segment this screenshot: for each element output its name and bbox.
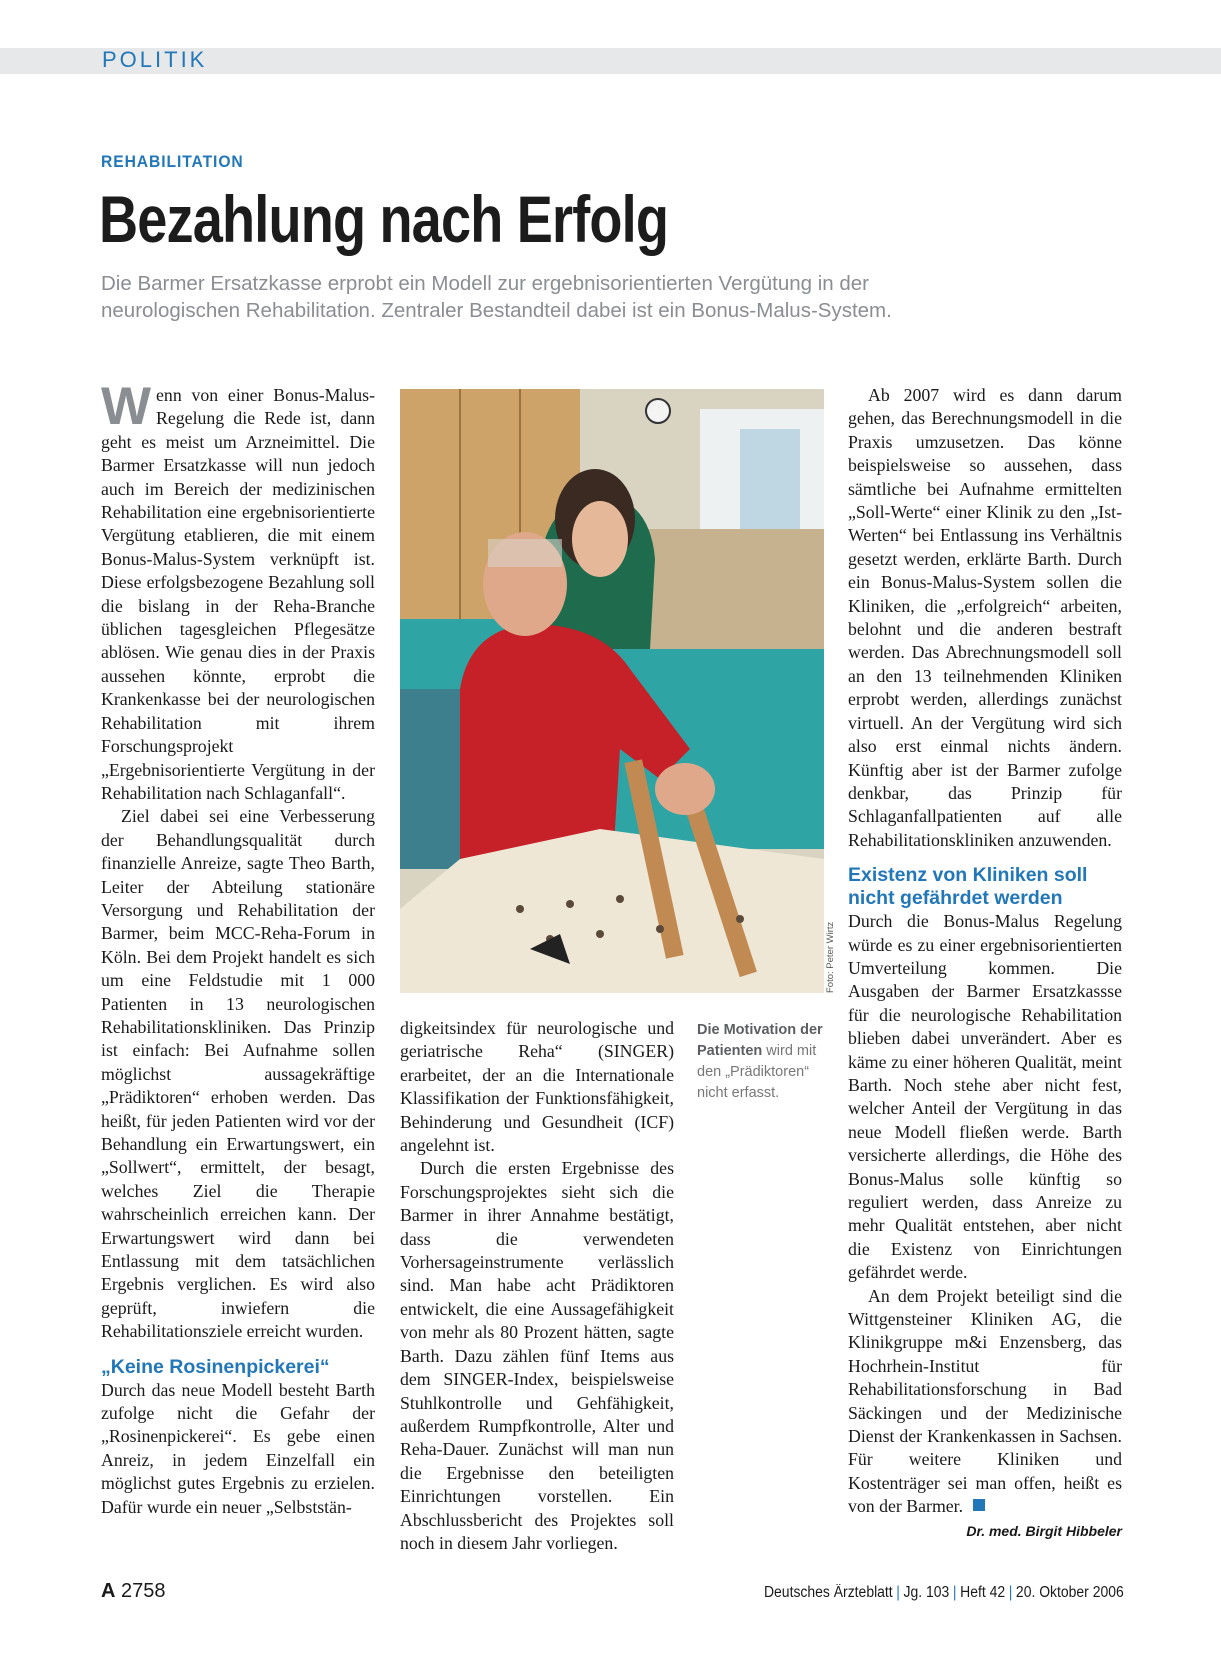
paragraph: Durch die Bonus-Malus Regelung würde es zu einer ergebnisorientierten Umverteilung kommen. Die Ausgaben der Barmer Ersatzkassse für die neurologische Rehabilitation blieben dabei unverändert. Aber es käme zu einer höheren Qualität, meint Barth. Noch stehe aber nicht fest, welcher Anteil der Vergütung in das neue Modell fließen werde. Barth versicherte allerdings, die Höhe des Bonus-Malus solle künftig so reguliert werden, dass Anreize zu mehr Qualität entstehen, aber nicht die Existenz von Einrichtungen gefährdet werde. xyxy=(848,911,1122,1283)
caption-bold: Die Motivation der Patienten xyxy=(697,1022,823,1059)
journal-info xyxy=(764,1584,1124,1602)
page-prefix: A xyxy=(101,1580,116,1602)
paragraph: Ab 2007 wird es dann darum gehen, das Berechnungsmodell in die Praxis umzusetzen. Das könne beispielsweise so aussehen, dass sämtliche bei Aufnahme ermittelten „Soll-Werte“ einer Klinik zu den „Ist-Werten“ bei Entlassung ins Verhältnis gesetzt werden, erklärte Barth. Durch ein Bonus-Malus-System sollen die Kliniken, die „erfolgreich“ arbeiten, belohnt und die anderen bestraft werden. Das Abrechnungsmodell soll an den 13 teilnehmenden Kliniken erprobt werden, allerdings zunächst virtuell. An der Vergütung wird sich also erst einmal nichts ändern. Künftig aber ist der Barmer zufolge denkbar, das Prinzip für Schlaganfallpatienten auf alle Rehabilitationskliniken anzuwenden. xyxy=(848,385,1122,850)
paragraph xyxy=(101,377,375,805)
page-number-value: 2758 xyxy=(121,1580,166,1602)
subheading: „Keine Rosinenpickerei“ xyxy=(101,1355,330,1378)
drop-cap: W xyxy=(101,377,152,436)
subheading: Existenz von Kliniken soll nicht gefährdet werden xyxy=(848,864,1088,910)
journal-issue: Heft 42 xyxy=(960,1584,1006,1601)
end-mark-icon xyxy=(973,1499,985,1511)
journal-volume: Jg. 103 xyxy=(903,1584,950,1601)
text-column-3 xyxy=(848,384,1122,1541)
author-name: Dr. med. Birgit Hibbeler xyxy=(966,1522,1122,1539)
article-intro: Die Barmer Ersatzkasse erprobt ein Modell zur ergebnisorientierten Vergütung in der neurologischen Rehabilitation. Zentraler Bestandteil dabei ist ein Bonus-Malus-System. xyxy=(101,272,892,322)
article-photo xyxy=(400,389,824,993)
section-label: POLITIK xyxy=(102,47,208,72)
article-title: Bezahlung nach Erfolg xyxy=(99,182,669,256)
article-kicker: REHABILITATION xyxy=(101,152,244,171)
text-column-1 xyxy=(101,377,375,1519)
journal-name: Deutsches Ärzteblatt xyxy=(764,1584,893,1601)
separator: | xyxy=(953,1584,957,1601)
paragraph xyxy=(848,1285,1122,1519)
photo-credit-text: Foto: Peter Wirtz xyxy=(825,921,836,993)
paragraph: Durch die ersten Ergebnisse des Forschungsprojektes sieht sich die Barmer in ihrer Annahme bestätigt, dass die verwendeten Vorhersageinstrumente verlässlich sind. Man habe acht Prädiktoren entwickelt, die eine Aussagefähigkeit von mehr als 80 Prozent hätten, sagte Barth. Dazu zählen fünf Items aus dem SINGER-Index, beispielsweise Stuhlkontrolle und Gehfähigkeit, außerdem Rumpfkontrolle, Alter und Reha-Dauer. Zunächst will man nun die Ergebnisse den beteiligten Einrichtungen vorstellen. Ein Abschlussbericht des Projektes soll noch in diesem Jahr vorliegen. xyxy=(400,1158,674,1553)
text-column-2 xyxy=(400,1017,674,1555)
paragraph-text: An dem Projekt beteiligt sind die Wittgensteiner Kliniken AG, die Klinikgruppe m&i Enzensberg, das Hochrhein-Institut für Rehabilitationsforschung in Bad Säckingen und der Medizinische Dienst der Krankenkassen in Sachsen. Für weitere Kliniken und Kostenträger sei man offen, heißt es von der Barmer. xyxy=(848,1285,1122,1517)
separator: | xyxy=(896,1584,901,1601)
paragraph: Ziel dabei sei eine Verbesserung der Behandlungsqualität durch finanzielle Anreize, sagte Theo Barth, Leiter der Abteilung stationäre Versorgung und Rehabilitation der Barmer, beim MCC-Reha-Forum in Köln. Bei dem Projekt handelt es sich um eine Feldstudie mit 1 000 Patienten in 13 neurologischen Rehabilitationskliniken. Das Prinzip ist einfach: Bei Aufnahme sollen möglichst aussagekräftige „Prädiktoren“ erhoben werden. Das heißt, für jeden Patienten wird vor der Behandlung ein Erwartungswert, ein „Sollwert“, ermittelt, der besagt, welches Ziel die Therapie wahrscheinlich erreichen kann. Der Erwartungswert wird dann bei Entlassung mit dem tatsächlichen Ergebnis verglichen. Es wird also geprüft, inwiefern die Rehabilitationsziele erreicht wurden. xyxy=(101,806,375,1342)
photo-illustration xyxy=(400,389,824,993)
page-number xyxy=(101,1580,166,1603)
paragraph: digkeitsindex für neurologische und geriatrische Reha“ (SINGER) erarbeitet, der an die Internationale Klassifikation der Funktionsfähigkeit, Behinderung und Gesundheit (ICF) angelehnt ist. xyxy=(400,1018,674,1156)
paragraph-text: enn von einer Bonus-Malus-Regelung die Rede ist, dann geht es meist um Arzneimittel. Die Barmer Ersatzkasse will nun jedoch auch im Bereich der medizinischen Rehabilitation eine ergebnisorientierte Vergütung etablieren, die mit einem Bonus-Malus-System verknüpft ist. Diese erfolgsbezogene Bezahlung soll die bislang in der Reha-Branche üblichen tagesgleichen Pflegesätze ablösen. Wie genau dies in der Praxis aussehen könnte, erprobt die Krankenkasse bei der neurologischen Rehabilitation mit ihrem Forschungsprojekt „Ergebnisorientierte Vergütung in der Rehabilitation nach Schlaganfall“. xyxy=(101,385,375,803)
caption-text: wird mit den „Prädiktoren“ nicht erfasst. xyxy=(697,1043,817,1101)
separator: | xyxy=(1008,1584,1013,1601)
photo-credit xyxy=(825,921,839,995)
paragraph: Durch das neue Modell besteht Barth zufolge nicht die Gefahr der „Rosinenpickerei“. Es gebe einen Anreiz, in jedem Einzelfall ein möglichst gutes Ergebnis zu erzielen. Dafür wurde ein neuer „Selbststän- xyxy=(101,1379,375,1517)
photo-caption xyxy=(697,1020,827,1104)
journal-date: 20. Oktober 2006 xyxy=(1016,1584,1124,1601)
